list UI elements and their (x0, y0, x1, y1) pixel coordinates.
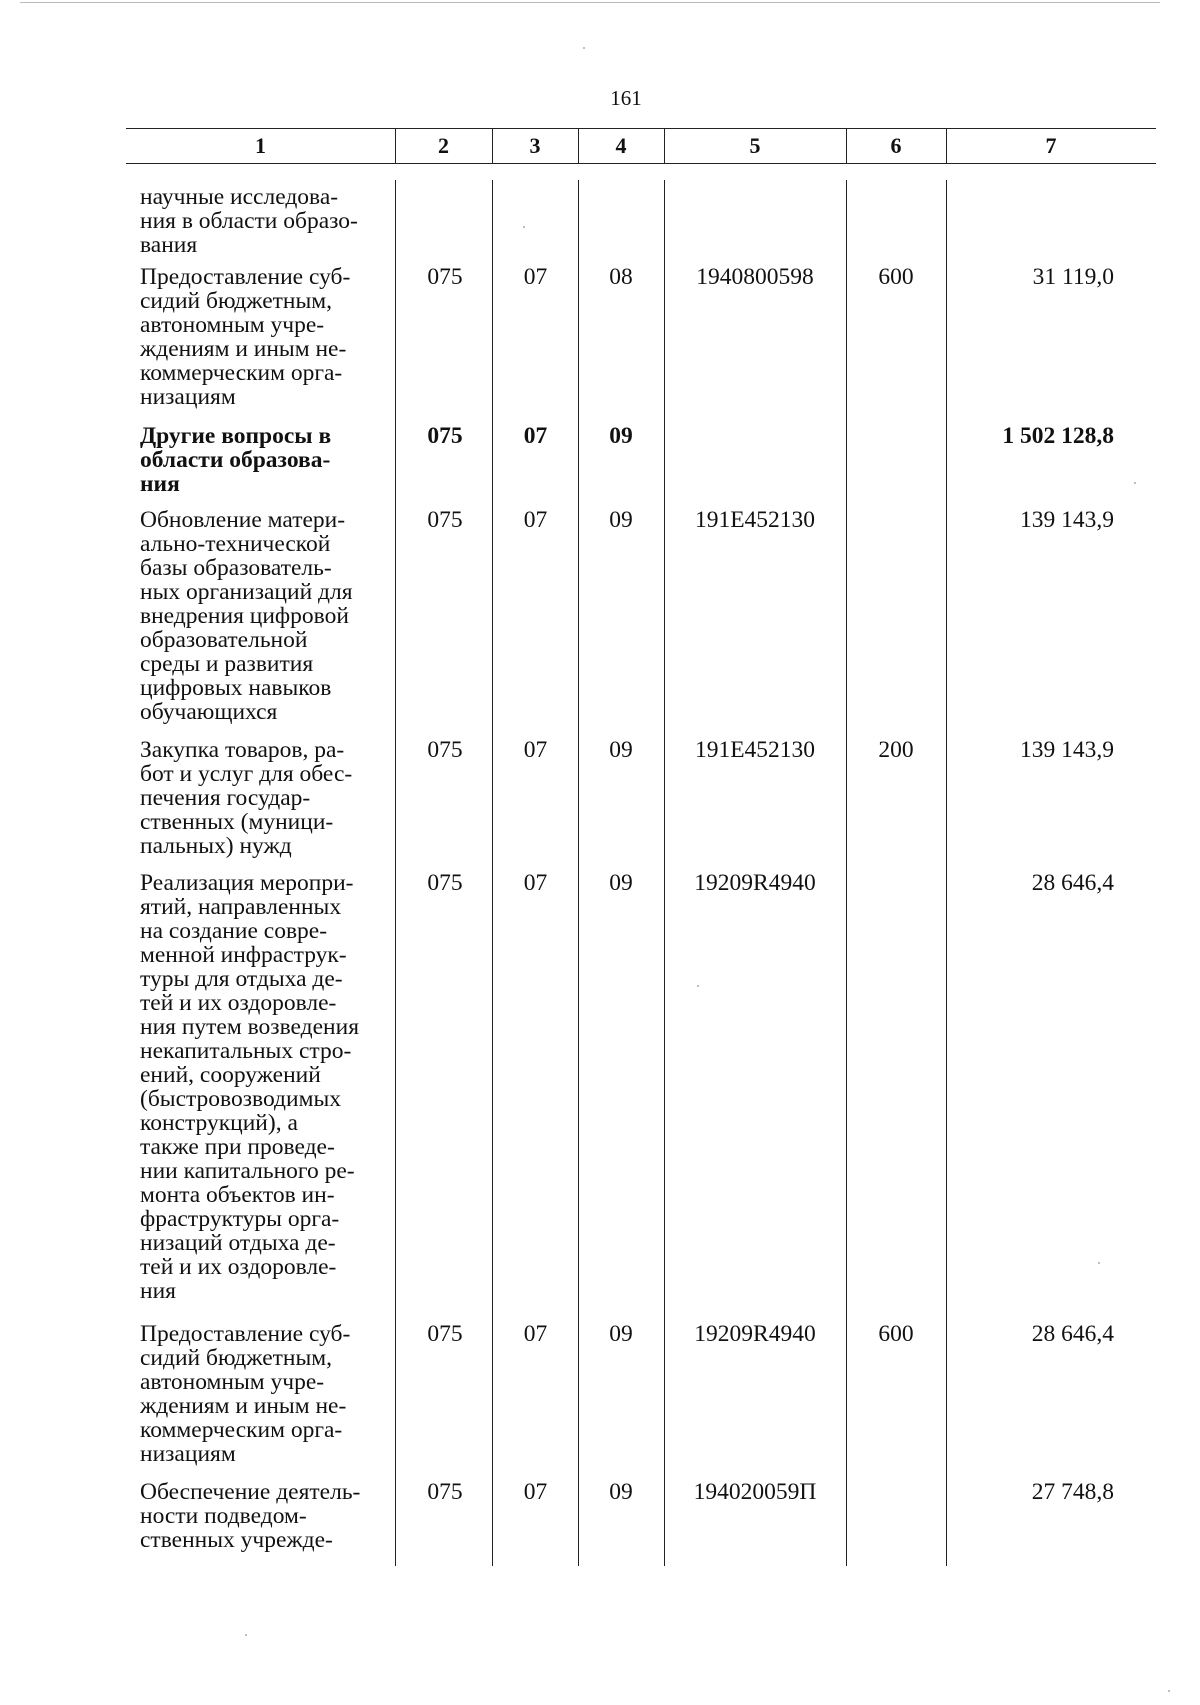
cell-ministry: 075 (427, 507, 463, 533)
column-header-3: 3 (529, 133, 541, 158)
cell-target-item: 191E452130 (694, 737, 816, 763)
scan-speck (583, 47, 585, 49)
cell-expense-type: 600 (878, 264, 914, 290)
cell-expense-type: 600 (878, 1321, 914, 1347)
cell-target-item: 19209R4940 (694, 1321, 816, 1347)
cell-subsection: 09 (609, 1321, 633, 1347)
row-name: научные исследова- ния в области образо- вания (140, 184, 358, 258)
cell-target-item: 19209R4940 (694, 870, 816, 896)
row-name: Реализация меропри- ятий, направленных на создание совре- менной инфраструк- туры для отдыха де- тей и их оздоровле- ния путем возведения некапитальных стро- ений, сооружений (быстровозводимых конструкций), а также при проведе- нии капитального ре- монта объектов ин- фраструктуры орга- низаций отдыха де- тей и их оздоровле- ния (140, 870, 360, 1304)
cell-subsection: 08 (609, 264, 633, 290)
cell-ministry: 075 (427, 737, 463, 763)
cell-subsection: 09 (609, 1479, 633, 1505)
cell-expense-type: 200 (878, 737, 914, 763)
cell-subsection: 09 (609, 423, 633, 449)
cell-subsection: 09 (609, 737, 633, 763)
cell-subsection: 09 (609, 507, 633, 533)
cell-amount: 139 143,9 (1020, 507, 1114, 533)
scan-speck (1168, 1690, 1170, 1692)
cell-section: 07 (523, 870, 548, 896)
column-divider (846, 180, 847, 1566)
cell-amount: 31 119,0 (1032, 264, 1114, 290)
cell-ministry: 075 (427, 264, 463, 290)
scan-speck (697, 985, 699, 987)
column-header-7: 7 (1045, 133, 1057, 158)
cell-target-item: 1940800598 (696, 264, 814, 290)
scan-speck (1134, 482, 1136, 484)
row-name: Предоставление суб- сидий бюджетным, автономным учре- ждениям и иным не- коммерческим орга- низациям (140, 264, 351, 410)
column-header-2: 2 (438, 133, 449, 158)
cell-amount: 139 143,9 (1020, 737, 1114, 763)
scan-speck (523, 226, 525, 228)
cell-ministry: 075 (427, 870, 463, 896)
cell-section: 07 (523, 423, 548, 449)
scan-speck (245, 1634, 247, 1636)
cell-target-item: 194020059П (693, 1479, 817, 1505)
row-name: Обновление матери- ально-технической базы образователь- ных организаций для внедрения цифровой образовательной среды и развития цифровых навыков обучающихся (140, 507, 353, 725)
cell-ministry: 075 (427, 1321, 463, 1347)
column-header-1: 1 (255, 133, 266, 158)
cell-subsection: 09 (609, 870, 633, 896)
row-name: Обеспечение деятель- ности подведом- ственных учрежде- (140, 1479, 361, 1553)
cell-section: 07 (523, 507, 548, 533)
cell-section: 07 (523, 1479, 548, 1505)
row-name: Закупка товаров, ра- бот и услуг для обес- печения государ- ственных (муници- пальных) нужд (140, 737, 353, 859)
cell-ministry: 075 (427, 423, 463, 449)
cell-amount: 28 646,4 (1031, 1321, 1114, 1347)
column-header-5: 5 (749, 133, 761, 158)
cell-amount: 27 748,8 (1031, 1479, 1114, 1505)
cell-ministry: 075 (427, 1479, 463, 1505)
cell-target-item: 191E452130 (694, 507, 816, 533)
row-name: Другие вопросы в области образова- ния (140, 423, 332, 497)
column-header-6: 6 (890, 133, 902, 158)
column-header-4: 4 (615, 133, 627, 158)
cell-section: 07 (523, 737, 548, 763)
page-number: 161 (610, 86, 642, 110)
cell-section: 07 (523, 1321, 548, 1347)
cell-section: 07 (523, 264, 548, 290)
page-top-edge (20, 2, 1160, 3)
cell-amount: 28 646,4 (1031, 870, 1114, 896)
cell-amount: 1 502 128,8 (1002, 423, 1114, 449)
row-name: Предоставление суб- сидий бюджетным, автономным учре- ждениям и иным не- коммерческим орга- низациям (140, 1321, 351, 1467)
scan-speck (1098, 1262, 1100, 1264)
